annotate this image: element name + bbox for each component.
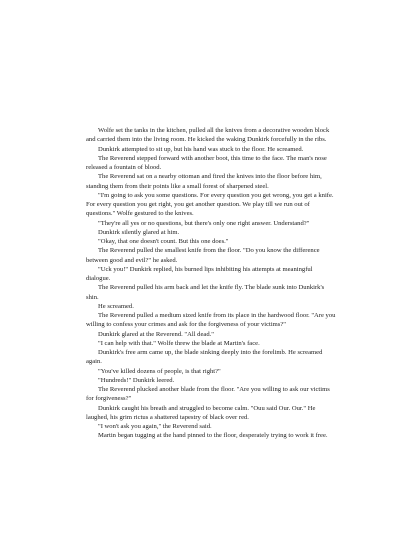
paragraph: "Okay, that one doesn't count. But this one does." (98, 238, 229, 245)
paragraph: The Reverend plucked another blade from the floor. "Are you willing to ask our victims for forgiveness?" (86, 386, 330, 403)
paragraph: Martin began tugging at the hand pinned to the floor, desperately trying to work it free. (98, 432, 328, 440)
paragraph: He screamed. (98, 302, 134, 310)
paragraph: "I can help with that." Wolfe threw the blade at Martin's face. (98, 339, 260, 347)
paragraph: Dunkirk caught his breath and struggled to become calm. "Ouu said Our. Our." He laughed, his grim rictus a shattered tapestry of black over red. (86, 404, 316, 421)
paragraph: Dunkirk glared at the Reverend. "All dead." (98, 330, 214, 338)
paragraph: "They're all yes or no questions, but there's only one right answer. Understand?" (98, 219, 310, 227)
body-text (86, 126, 336, 441)
paragraph: The Reverend pulled a medium sized knife from its place in the hardwood floor. "Are you willing to confess your crimes and ask for the forgiveness of your victims?" (86, 312, 336, 329)
paragraph: The Reverend stepped forward with another boot, this time to the face. The man's nose released a fountain of blood. (86, 154, 327, 171)
paragraph: "I won't ask you again," the Reverend said. (98, 423, 212, 430)
paragraph: "Uck you!" Dunkirk replied, his burned lips inhibiting his attempts at meaningful dialogue. (86, 265, 313, 282)
paragraph: The Reverend pulled his arm back and let the knife fly. The blade sunk into Dunkirk's shin. (86, 284, 325, 301)
paragraph: "I'm going to ask you some questions. For every question you get wrong, you get a knife. For every question you get right, you get another question. We play till we run out of questions." Wolfe gestured to the knives. (86, 191, 334, 218)
paragraph: Wolfe set the tanks in the kitchen, pulled all the knives from a decorative wooden block and carried them into the living room. He kicked the waking Dunkirk forcefully in the ribs. (86, 127, 330, 144)
paragraph: Dunkirk attempted to sit up, but his hand was stuck to the floor. He screamed. (98, 145, 304, 153)
paragraph: "You've killed dozens of people, is that right?" (98, 367, 221, 375)
paragraph: "Hundreds!" Dunkirk leered. (98, 376, 175, 384)
paragraph: Dunkirk's free arm came up, the blade sinking deeply into the forelimb. He screamed again. (86, 349, 323, 366)
paragraph: The Reverend sat on a nearby ottoman and fired the knives into the floor before him, standing them from their points like a small forest of sharpened steel. (86, 173, 322, 190)
paragraph: Dunkirk silently glared at him. (98, 228, 180, 236)
paragraph: The Reverend pulled the smallest knife from the floor. "Do you know the difference between good and evil?" he asked. (86, 247, 320, 264)
